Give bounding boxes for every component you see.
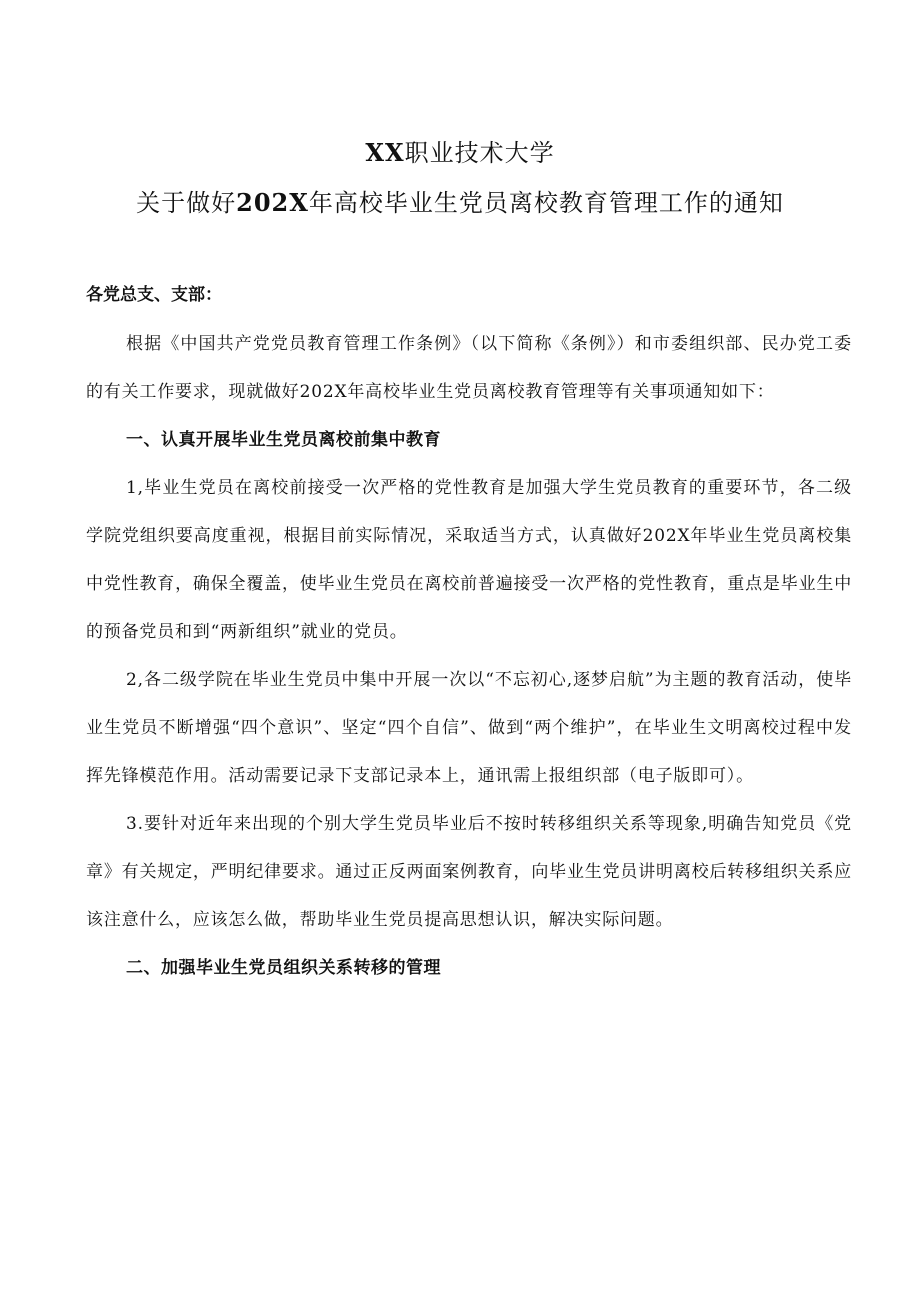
title-school-prefix: XX <box>365 138 405 167</box>
document-subtitle <box>0 183 920 218</box>
section-2-heading: 二、加强毕业生党员组织关系转移的管理 <box>126 958 441 978</box>
section-1-heading: 一、认真开展毕业生党员离校前集中教育 <box>126 430 441 450</box>
section-1-item-1: 1,毕业生党员在离校前接受一次严格的党性教育是加强大学生党员教育的重要环节，各二级学院党组织要高度重视，根据目前实际情况，采取适当方式，认真做好202X年毕业生党员离校集中党性教育，确保全覆盖，使毕业生党员在离校前普遍接受一次严格的党性教育，重点是毕业生中的预备党员和到“两新组织”就业的党员。 <box>86 478 852 642</box>
subtitle-prefix: 关于做好 <box>136 189 237 217</box>
salutation: 各党总支、支部： <box>86 285 222 305</box>
subtitle-suffix: 年高校毕业生党员离校教育管理工作的通知 <box>308 189 784 217</box>
document-title <box>0 133 920 168</box>
subtitle-year: 202X <box>236 188 309 217</box>
section-1-item-2: 2,各二级学院在毕业生党员中集中开展一次以“不忘初心,逐梦启航”为主题的教育活动，使毕业生党员不断增强“四个意识”、坚定“四个自信”、做到“两个维护”，在毕业生文明离校过程中发挥先锋模范作用。活动需要记录下支部记录本上，通讯需上报组织部（电子版即可）。 <box>86 670 852 786</box>
section-1-item-3: 3.要针对近年来出现的个别大学生党员毕业后不按时转移组织关系等现象,明确告知党员《党章》有关规定，严明纪律要求。通过正反两面案例教育，向毕业生党员讲明离校后转移组织关系应该注意什么，应该怎么做，帮助毕业生党员提高思想认识，解决实际问题。 <box>86 814 852 930</box>
intro-paragraph: 根据《中国共产党党员教育管理工作条例》（以下简称《条例》）和市委组织部、民办党工委的有关工作要求，现就做好202X年高校毕业生党员离校教育管理等有关事项通知如下： <box>86 334 852 402</box>
document-body <box>86 282 852 992</box>
title-school-name: 职业技术大学 <box>404 139 555 167</box>
